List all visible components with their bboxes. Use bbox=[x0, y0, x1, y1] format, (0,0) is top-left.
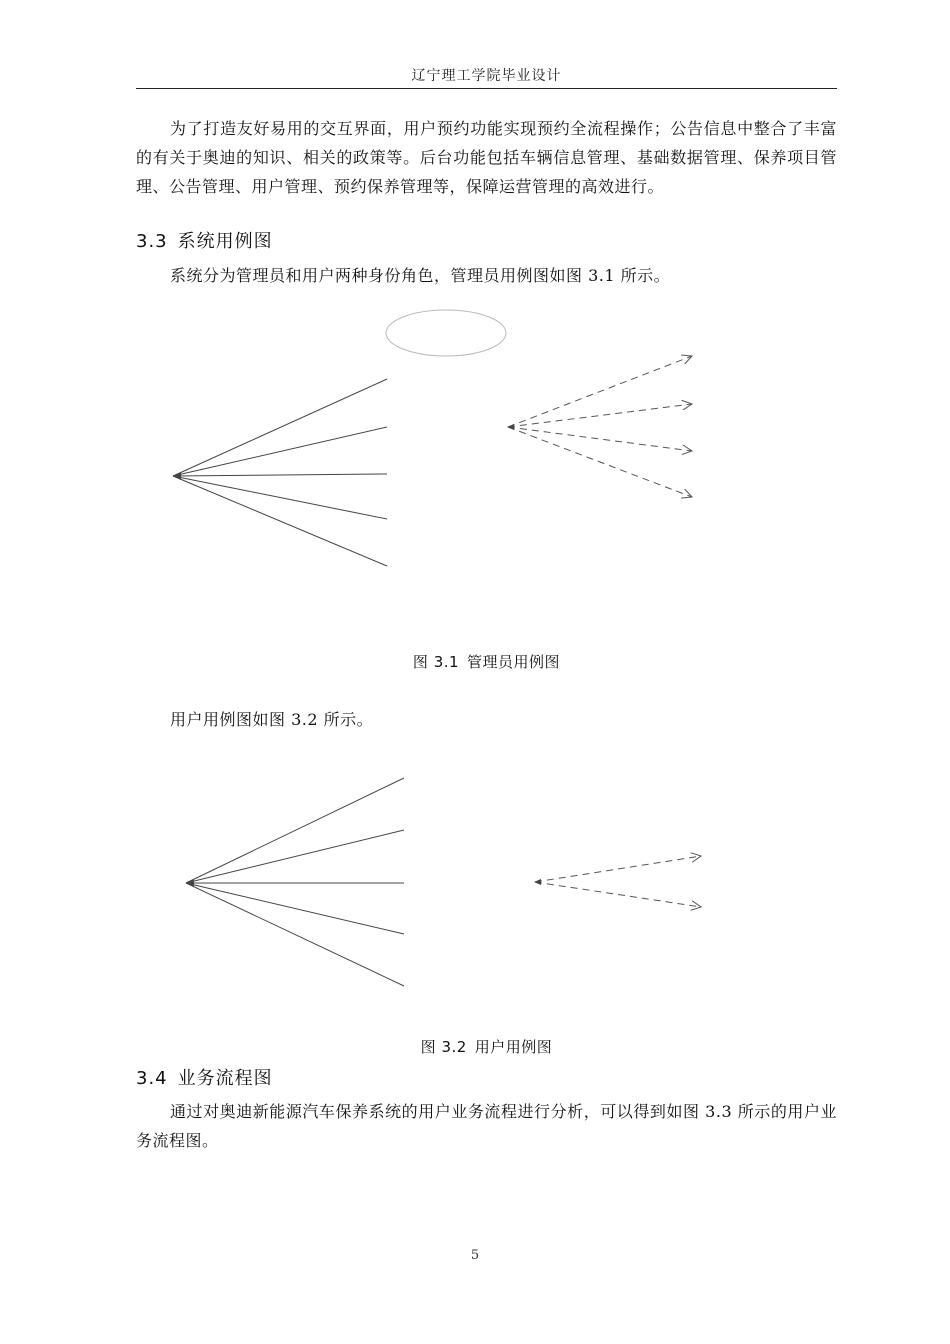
figure-label: 图 3.2 bbox=[420, 1038, 467, 1056]
section-3-4-paragraph: 通过对奥迪新能源汽车保养系统的用户业务流程进行分析，可以得到如图 3.3 所示的用户业务流程图。 bbox=[136, 1102, 837, 1150]
section-heading-3-4 bbox=[136, 1067, 273, 1091]
intro-paragraph: 为了打造友好易用的交互界面，用户预约功能实现预约全流程操作；公告信息中整合了丰富的有关于奥迪的知识、相关的政策等。后台功能包括车辆信息管理、基础数据管理、保养项目管理、公告管理、用户管理、预约保养管理等，保障运营管理的高效进行。 bbox=[136, 119, 837, 196]
dependency-arrow bbox=[535, 856, 701, 882]
figure-3-2-caption bbox=[136, 1036, 837, 1058]
section-number: 3.4 bbox=[136, 1068, 168, 1089]
actor-associations bbox=[186, 778, 404, 986]
dependency-arrow bbox=[508, 427, 692, 451]
association-line bbox=[173, 379, 387, 476]
dependency-source-node bbox=[534, 879, 541, 885]
section-3-3-paragraph: 系统分为管理员和用户两种身份角色，管理员用例图如图 3.1 所示。 bbox=[170, 266, 671, 285]
association-line bbox=[173, 427, 387, 476]
user-use-case-diagram bbox=[0, 760, 950, 1000]
association-line bbox=[173, 474, 387, 476]
dependency-arrow bbox=[535, 882, 701, 907]
page-header bbox=[136, 64, 837, 89]
association-line bbox=[173, 476, 387, 566]
dependency-arrow bbox=[508, 404, 692, 427]
association-line bbox=[186, 778, 404, 883]
dependency-arrow bbox=[508, 427, 692, 497]
actor-node bbox=[186, 879, 194, 887]
section-heading-3-3 bbox=[136, 230, 273, 254]
include-dependencies bbox=[535, 856, 701, 907]
actor-associations bbox=[173, 379, 387, 566]
section-title: 业务流程图 bbox=[177, 1068, 273, 1089]
header-title: 辽宁理工学院毕业设计 bbox=[411, 68, 562, 84]
figure-title: 用户用例图 bbox=[474, 1038, 553, 1056]
admin-use-case-diagram bbox=[0, 300, 950, 610]
dependency-source-node bbox=[507, 424, 514, 430]
figure-3-1-caption bbox=[136, 651, 837, 673]
figure-title: 管理员用例图 bbox=[467, 653, 561, 671]
user-paragraph: 用户用例图如图 3.2 所示。 bbox=[170, 710, 374, 729]
figure-label: 图 3.1 bbox=[412, 653, 460, 671]
use-case-ellipse bbox=[386, 310, 506, 356]
section-title: 系统用例图 bbox=[177, 231, 273, 252]
dependency-arrow bbox=[508, 356, 692, 427]
section-number: 3.3 bbox=[136, 231, 168, 252]
association-line bbox=[186, 883, 404, 934]
include-dependencies bbox=[508, 356, 692, 497]
association-line bbox=[173, 476, 387, 519]
association-line bbox=[186, 883, 404, 986]
page-number: 5 bbox=[470, 1248, 480, 1263]
association-line bbox=[186, 830, 404, 883]
actor-node bbox=[173, 472, 181, 480]
